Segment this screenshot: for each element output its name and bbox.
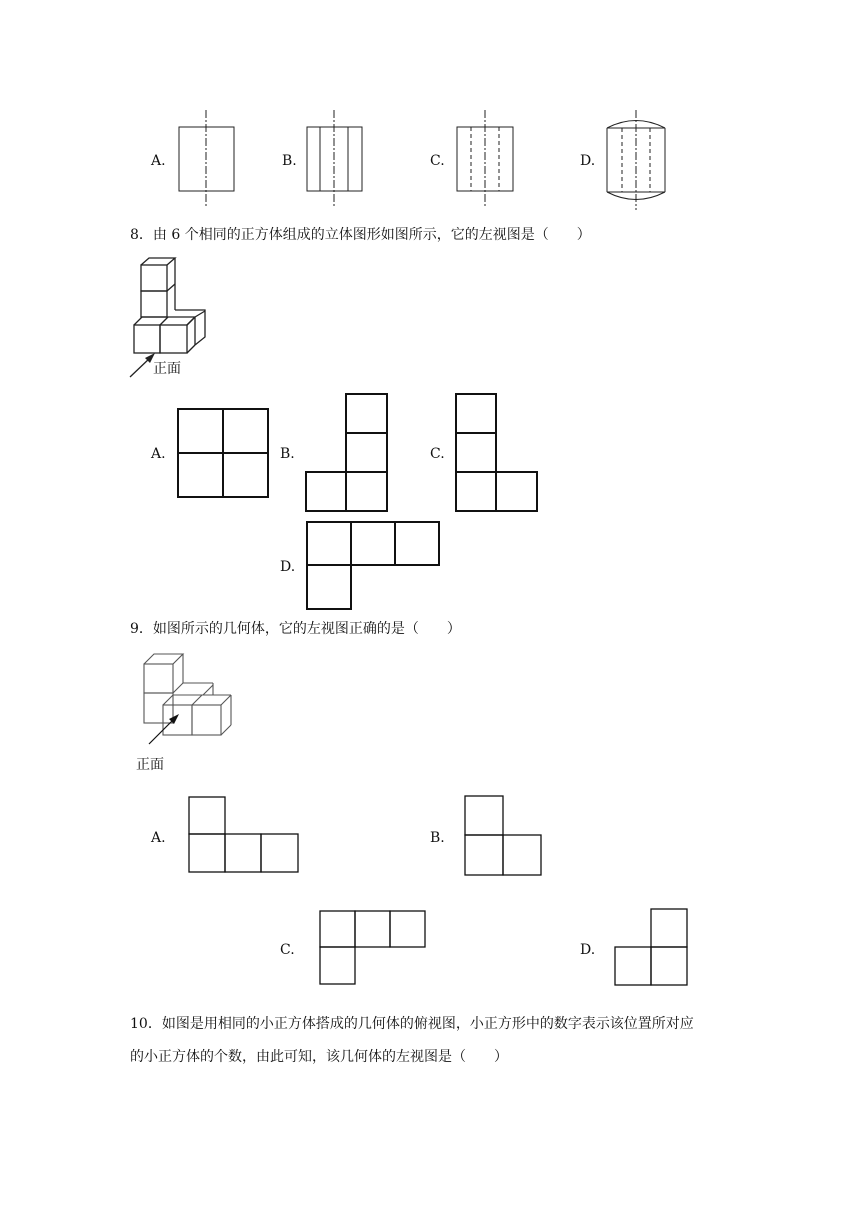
q8-option-a-label[interactable]: A. [151,446,166,462]
q7-option-b-label[interactable]: B. [282,153,297,169]
q7-option-b-figure [300,108,370,208]
q9-option-d-label[interactable]: D. [580,942,596,958]
q9-option-a-figure [188,796,300,874]
q10-question-line-1: 10．如图是用相同的小正方体搭成的几何体的俯视图，小正方形中的数字表示该位置所对应 [130,1016,694,1032]
q9-option-b-label[interactable]: B. [430,830,445,846]
q9-solid-figure [125,650,240,755]
q8-question-text: 8．由 6 个相同的正方体组成的立体图形如图所示，它的左视图是（ ） [130,227,591,243]
q8-front-label: 正面 [153,361,181,377]
q9-question-text: 9．如图所示的几何体，它的左视图正确的是（ ） [130,621,461,637]
q7-option-a-label[interactable]: A. [151,153,166,169]
q7-option-d-label[interactable]: D. [580,153,596,169]
q8-option-b-label[interactable]: B. [280,446,295,462]
q8-option-c-figure [455,393,539,513]
q10-question-line-2: 的小正方体的个数，由此可知，该几何体的左视图是（ ） [130,1049,508,1065]
q8-option-a-figure [177,408,269,498]
q8-option-d-label[interactable]: D. [280,559,296,575]
q9-option-c-label[interactable]: C. [280,942,295,958]
q8-option-d-figure [306,521,440,611]
q9-option-c-figure [319,910,429,986]
q7-option-c-figure [450,108,520,208]
q9-option-b-figure [464,795,544,877]
q9-option-a-label[interactable]: A. [151,830,166,846]
q8-option-c-label[interactable]: C. [430,446,445,462]
q7-option-d-figure [602,108,672,212]
q7-option-a-figure [170,108,250,208]
q9-option-d-figure [614,908,690,988]
q8-option-b-figure [305,393,389,513]
q7-option-c-label[interactable]: C. [430,153,445,169]
q9-front-label: 正面 [136,757,164,773]
